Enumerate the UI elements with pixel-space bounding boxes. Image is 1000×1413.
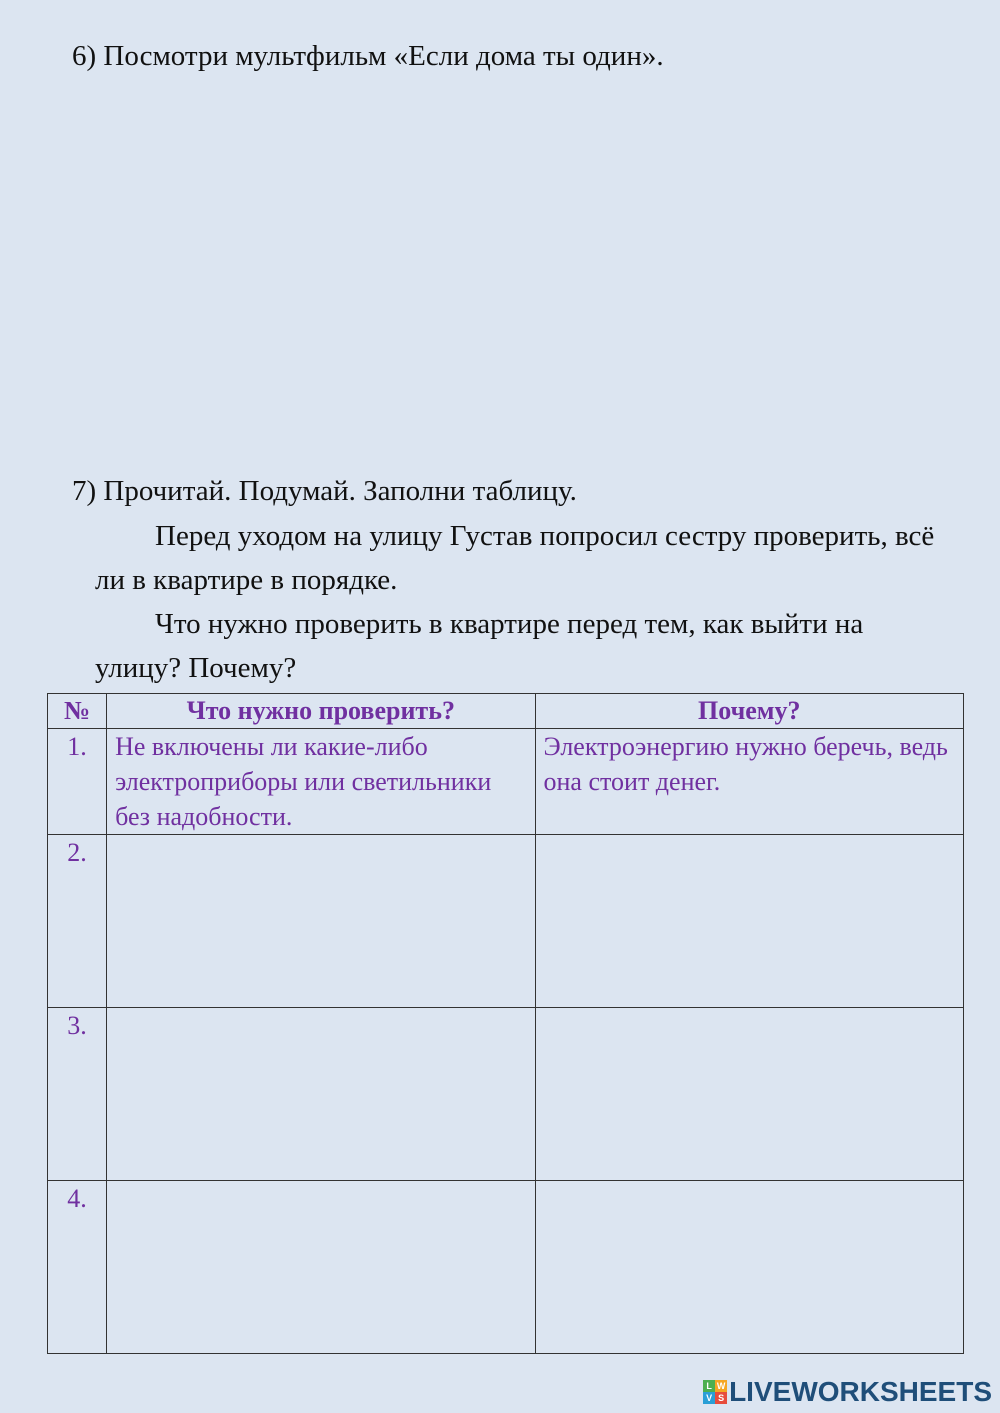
table-row xyxy=(48,729,964,835)
liveworksheets-logo-icon xyxy=(703,1380,727,1404)
header-why: Почему? xyxy=(535,694,963,729)
logo-letter: S xyxy=(715,1392,727,1404)
why-cell[interactable] xyxy=(535,1181,963,1354)
logo-letter: L xyxy=(703,1380,715,1392)
what-to-check-cell[interactable] xyxy=(107,1008,535,1181)
what-to-check-cell[interactable]: Не включены ли какие-либо электроприборы или светильники без надобности. xyxy=(107,729,535,835)
row-number: 4. xyxy=(48,1181,107,1354)
row-number: 2. xyxy=(48,835,107,1008)
table-header-row xyxy=(48,694,964,729)
table-row xyxy=(48,835,964,1008)
answer-table xyxy=(47,693,964,1354)
brand-text: LIVEWORKSHEETS xyxy=(729,1376,992,1407)
story-paragraph: Перед уходом на улицу Густав попросил сестру проверить, всё ли в квартире в порядке. xyxy=(95,520,935,596)
why-cell[interactable]: Электроэнергию нужно беречь, ведь она стоит денег. xyxy=(535,729,963,835)
logo-letter: W xyxy=(716,1381,726,1391)
task-6-heading: 6) Посмотри мультфильм «Если дома ты один». xyxy=(72,40,664,72)
liveworksheets-brand[interactable] xyxy=(703,1377,992,1407)
header-what-to-check: Что нужно проверить? xyxy=(107,694,535,729)
logo-letter: V xyxy=(703,1392,715,1404)
why-cell[interactable] xyxy=(535,835,963,1008)
table-row xyxy=(48,1008,964,1181)
header-number: № xyxy=(48,694,107,729)
row-number: 1. xyxy=(48,729,107,835)
what-to-check-cell[interactable] xyxy=(107,1181,535,1354)
why-cell[interactable] xyxy=(535,1008,963,1181)
what-to-check-cell[interactable] xyxy=(107,835,535,1008)
row-number: 3. xyxy=(48,1008,107,1181)
table-row xyxy=(48,1181,964,1354)
task-7-heading: 7) Прочитай. Подумай. Заполни таблицу. xyxy=(72,475,577,507)
question-paragraph: Что нужно проверить в квартире перед тем, как выйти на улицу? Почему? xyxy=(95,608,864,684)
